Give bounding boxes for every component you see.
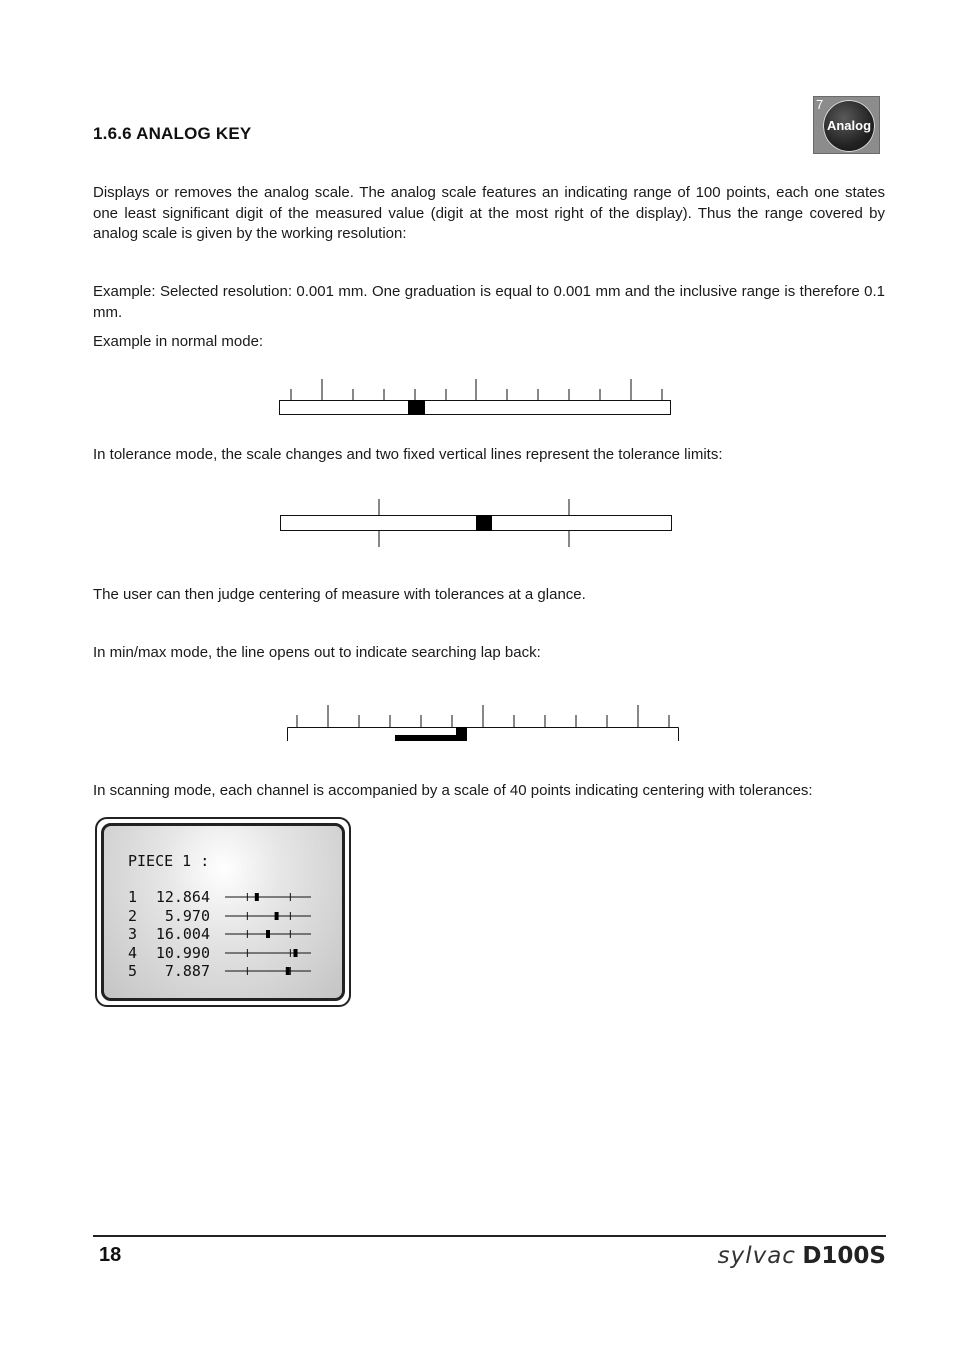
tolerance-mode-scale [278,497,678,549]
normal-mode-scale [276,375,676,420]
channel-value: 16.004 [155,925,210,943]
channel-number: 1 [128,888,138,906]
channel-number: 4 [128,944,138,962]
channel-value: 12.864 [155,888,210,906]
lcd-screen [101,823,345,1001]
lcd-row [128,907,348,926]
page-number: 18 [99,1244,122,1266]
lcd-row [128,888,348,907]
channel-value: 10.990 [155,944,210,962]
channel-scale [225,965,311,977]
value-marker [286,967,290,975]
paragraph-description: Displays or removes the analog scale. The analog scale features an indicating range of 100 points, each one states one least significant digit of the measured value (digit at the most right of the display). Thus the range covered by analog scale is given by the working resolution: [93,184,885,242]
value-marker [275,912,279,920]
channel-value: 7.887 [164,962,210,980]
footer-divider [93,1235,886,1237]
channel-scale [225,910,311,922]
paragraph-example: Example: Selected resolution: 0.001 mm. One graduation is equal to 0.001 mm and the inclusive range is therefore 0.1 mm. [93,283,885,321]
section-heading: 1.6.6 ANALOG KEY [93,124,252,143]
value-marker [294,949,298,957]
channel-number: 3 [128,925,138,943]
lcd-row [128,925,348,944]
key-label: Analog [826,118,872,133]
channel-scale [225,947,311,959]
channel-number: 2 [128,907,138,925]
channel-scale [225,928,311,940]
brand-logo [718,1242,886,1269]
paragraph-normal-mode: Example in normal mode: [93,333,264,350]
channel-number: 5 [128,962,138,980]
lcd-title: PIECE 1 : [128,852,210,870]
key-number: 7 [816,97,824,112]
lcd-display [95,817,351,1007]
analog-key-icon [813,96,880,154]
paragraph-tolerance-mode: In tolerance mode, the scale changes and two fixed vertical lines represent the tolerance limits: [93,446,723,463]
value-marker [266,930,270,938]
minmax-mode-scale [284,701,684,746]
brand-name: sylvac [717,1243,796,1269]
paragraph-judge-centering: The user can then judge centering of measure with tolerances at a glance. [93,586,586,603]
paragraph-scanning-mode: In scanning mode, each channel is accompanied by a scale of 40 points indicating centering with tolerances: [93,782,813,799]
paragraph-minmax-mode: In min/max mode, the line opens out to indicate searching lap back: [93,644,541,661]
lcd-row [128,944,348,963]
brand-model: D100S [802,1243,886,1269]
value-marker [255,893,259,901]
lcd-row [128,962,348,981]
channel-value: 5.970 [164,907,210,925]
channel-scale [225,891,311,903]
